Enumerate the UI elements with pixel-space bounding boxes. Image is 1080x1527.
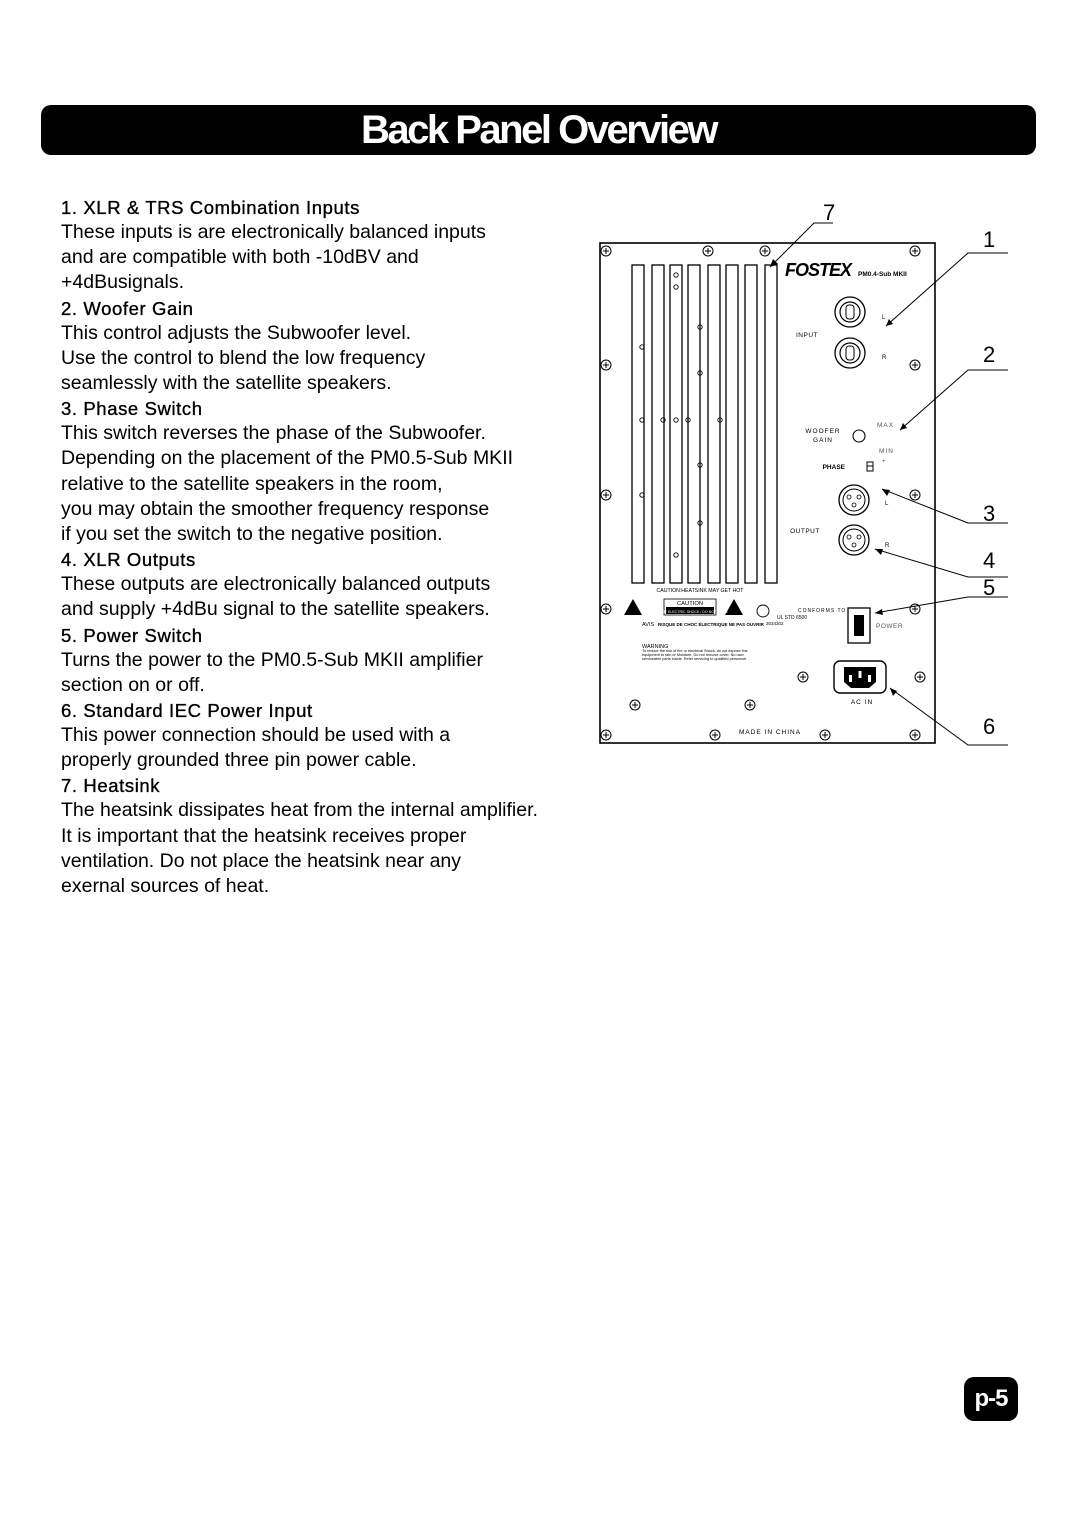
feature-list — [61, 196, 596, 900]
section-body — [61, 220, 596, 296]
min-label: MIN — [879, 448, 894, 455]
callout-4: 4 — [983, 548, 996, 573]
caution-label: CAUTION — [676, 601, 704, 607]
section-body — [61, 572, 596, 622]
made-in-label: MADE IN CHINA — [738, 729, 802, 736]
callout-2: 2 — [983, 342, 996, 367]
section-line: This control adjusts the Subwoofer level. — [61, 321, 412, 344]
page-number-badge — [964, 1377, 1018, 1421]
section-line: and supply +4dBu signal to the satellite speakers. — [61, 598, 490, 621]
section-body — [61, 421, 596, 547]
section-line: exernal sources of heat. — [61, 875, 270, 898]
callout-7: 7 — [823, 200, 836, 225]
section-heading: 3. Phase Switch — [61, 398, 203, 420]
output-l-label: L — [885, 501, 889, 507]
section-line: and are compatible with both -10dBV and — [61, 246, 419, 269]
caution-sub-text: RISK OF ELECTRIC SHOCK / DO NOT OPEN — [652, 610, 728, 614]
section-line: These outputs are electronically balanced outputs — [61, 573, 491, 596]
max-label: MAX — [877, 422, 895, 429]
section-body — [61, 321, 596, 397]
section-line: This power connection should be used with a — [61, 724, 451, 747]
section-line: relative to the satellite speakers in the room, — [61, 472, 443, 495]
back-panel-diagram — [590, 195, 1020, 755]
phase-plus-label: + — [882, 459, 886, 465]
section-line: These inputs is are electronically balanced inputs — [61, 221, 486, 243]
callout-5: 5 — [983, 575, 996, 600]
section-line: properly grounded three pin power cable. — [61, 749, 417, 772]
section-line: Use the control to blend the low frequency — [61, 346, 426, 369]
input-label: INPUT — [796, 332, 818, 339]
input-l-label: L — [882, 315, 886, 321]
section-line: section on or off. — [61, 673, 205, 696]
section-heading: 1. XLR & TRS Combination Inputs — [61, 197, 360, 218]
section-body — [61, 648, 596, 698]
heatsink-caution-text: CAUTION:HEATSINK MAY GET HOT — [656, 588, 744, 594]
ac-in-label: AC IN — [850, 699, 874, 706]
model-name: PM0.4-Sub MKII — [858, 271, 907, 278]
cert-number: 3034302 — [766, 621, 784, 626]
gain-label: GAIN — [813, 437, 833, 444]
section-line: you may obtain the smoother frequency response — [61, 497, 490, 520]
page-number: p-5 — [974, 1385, 1008, 1412]
section-body — [61, 723, 596, 773]
power-label: POWER — [876, 623, 904, 630]
section-line: seamlessly with the satellite speakers. — [61, 372, 392, 395]
section-heading: 5. Power Switch — [61, 624, 203, 646]
section-line: Depending on the placement of the PM0.5-Sub MKII — [61, 447, 514, 470]
section-heading: 2. Woofer Gain — [61, 297, 194, 319]
avis-text: RISQUE DE CHOC ÉLECTRIQUE NE PAS OUVRIR — [658, 622, 764, 627]
callout-1: 1 — [983, 227, 996, 252]
callout-3: 3 — [983, 501, 996, 526]
input-r-label: R — [882, 355, 887, 361]
section-heading: 7. Heatsink — [61, 775, 161, 797]
warning-label: WARNING — [642, 644, 669, 650]
output-label: OUTPUT — [790, 528, 820, 535]
callout-6: 6 — [983, 714, 996, 739]
section-line: It is important that the heatsink receives proper — [61, 824, 467, 847]
warning-text: To reduce the risk of fire or electrical Shock, do not expose this equipment to rain or Moisture. Do not remove cover. No user serviceable parts inside. Refer servicing to qualified personnel. — [642, 649, 748, 662]
section-heading: 6. Standard IEC Power Input — [61, 700, 313, 722]
section-heading: 4. XLR Outputs — [61, 549, 196, 571]
section-line: if you set the switch to the negative position. — [61, 523, 443, 546]
conforms-label: CONFORMS TO — [798, 608, 847, 614]
section-line: This switch reverses the phase of the Subwoofer. — [61, 422, 486, 445]
brand-logo: FOSTEX — [785, 260, 852, 280]
avis-label: AVIS — [642, 622, 655, 628]
page-title: Back Panel Overview — [361, 107, 716, 152]
title-bar — [41, 105, 1036, 155]
ul-label: UL STD 6500 — [777, 615, 808, 621]
section-line: Turns the power to the PM0.5-Sub MKII amplifier — [61, 648, 483, 671]
section-line: +4dBusignals. — [61, 271, 185, 294]
woofer-label: WOOFER — [805, 428, 841, 435]
back-panel-drawing — [590, 195, 1020, 755]
section-line: The heatsink dissipates heat from the internal amplifier. — [61, 799, 538, 822]
phase-label: PHASE — [822, 464, 845, 471]
section-body — [61, 798, 596, 899]
output-r-label: R — [885, 543, 890, 549]
section-line: ventilation. Do not place the heatsink near any — [61, 849, 462, 872]
